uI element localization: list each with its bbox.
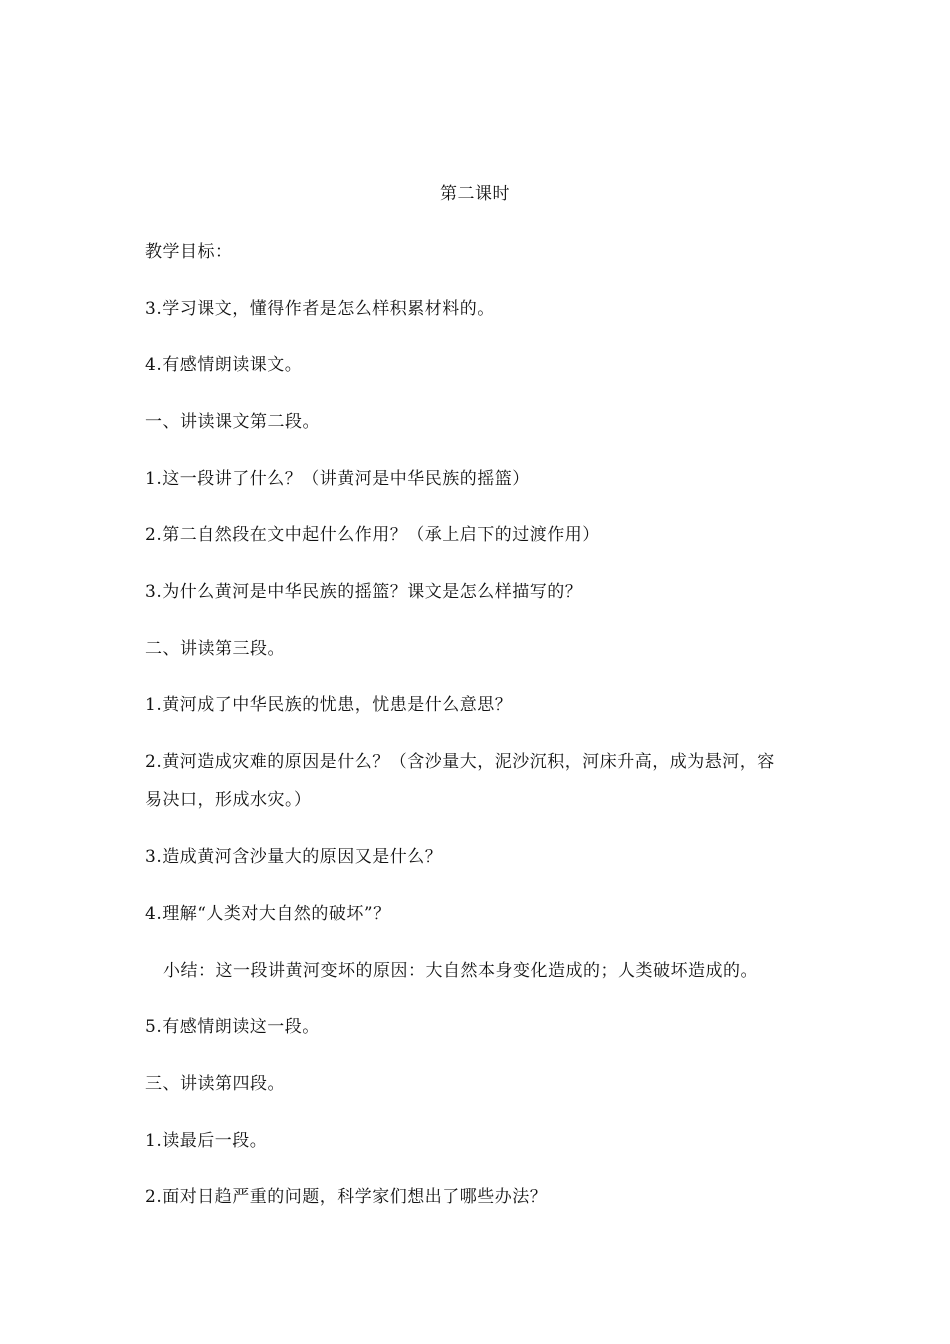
part-two-item-1: 1.黄河成了中华民族的忧患，忧患是什么意思？ bbox=[145, 695, 513, 715]
part-one-item-1: 1.这一段讲了什么？（讲黄河是中华民族的摇篮） bbox=[145, 469, 530, 489]
section-heading-part-two: 二、讲读第三段。 bbox=[145, 639, 285, 659]
part-three-item-2: 2.面对日趋严重的问题，科学家们想出了哪些办法？ bbox=[145, 1187, 548, 1207]
section-heading-part-one: 一、讲读课文第二段。 bbox=[145, 412, 320, 432]
part-one-item-2: 2.第二自然段在文中起什么作用？（承上启下的过渡作用） bbox=[145, 525, 600, 545]
part-two-item-5: 5.有感情朗读这一段。 bbox=[145, 1017, 320, 1037]
part-two-item-4: 4.理解“人类对大自然的破坏”？ bbox=[145, 904, 391, 924]
part-one-item-3: 3.为什么黄河是中华民族的摇篮？课文是怎么样描写的？ bbox=[145, 582, 583, 602]
goal-item-4: 4.有感情朗读课文。 bbox=[145, 355, 303, 375]
part-two-item-2-line-2: 易决口，形成水灾。） bbox=[145, 790, 312, 810]
section-heading-part-three: 三、讲读第四段。 bbox=[145, 1074, 285, 1094]
section-heading-teaching-goals: 教学目标： bbox=[145, 242, 233, 262]
part-two-summary: 小结：这一段讲黄河变坏的原因：大自然本身变化造成的；人类破坏造成的。 bbox=[163, 961, 758, 981]
part-two-item-2-line-1: 2.黄河造成灾难的原因是什么？（含沙量大，泥沙沉积，河床升高，成为悬河，容 bbox=[145, 752, 775, 772]
part-three-item-1: 1.读最后一段。 bbox=[145, 1131, 268, 1151]
page-title: 第二课时 bbox=[440, 184, 510, 204]
goal-item-3: 3.学习课文，懂得作者是怎么样积累材料的。 bbox=[145, 299, 495, 319]
part-two-item-3: 3.造成黄河含沙量大的原因又是什么？ bbox=[145, 847, 443, 867]
